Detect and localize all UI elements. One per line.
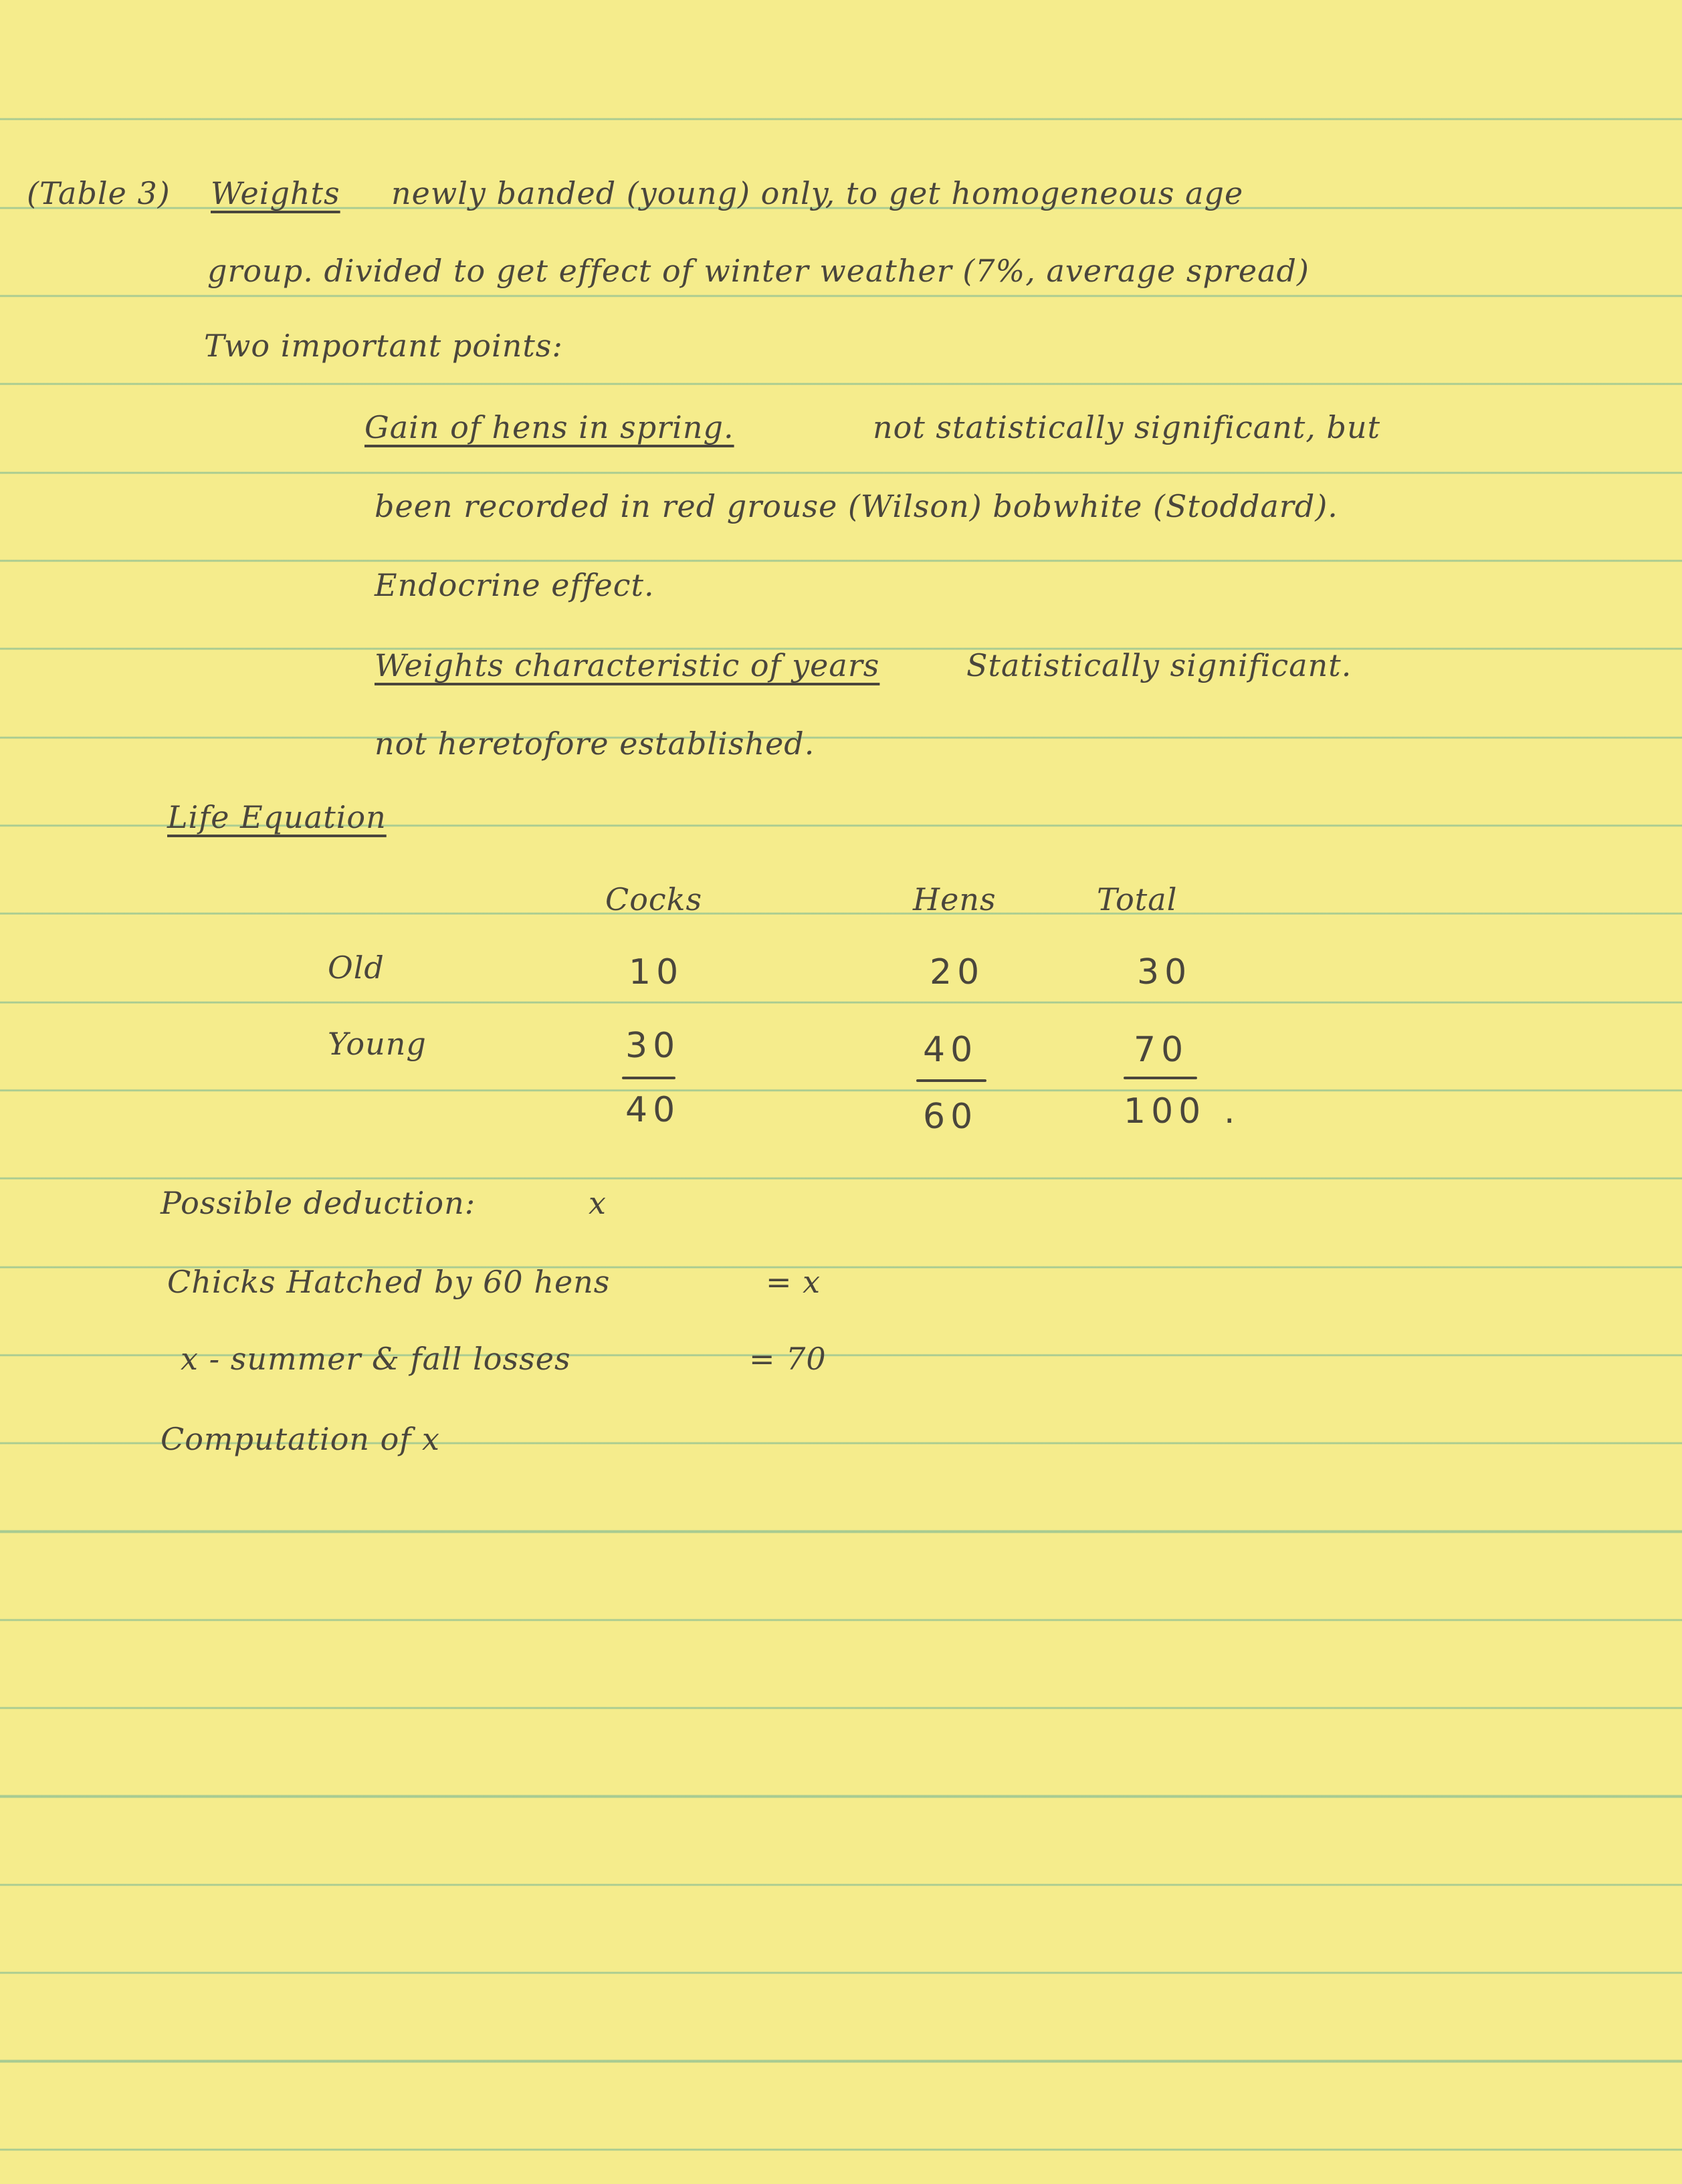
sum-rule-hens [916, 1079, 986, 1082]
point-2-line-2: not heretofore established. [375, 726, 815, 762]
column-header-cocks: Cocks [605, 881, 703, 917]
equation-1-left: Chicks Hatched by 60 hens [167, 1264, 611, 1300]
section-title-weights: Weights [211, 175, 340, 211]
total-hens: 60 [923, 1097, 978, 1137]
cell-young-cocks: 30 [625, 1026, 681, 1066]
life-equation-title: Life Equation [167, 799, 387, 835]
cell-old-cocks: 10 [629, 952, 684, 992]
point-2-title: Weights characteristic of years [375, 647, 880, 683]
cell-young-total: 70 [1134, 1030, 1189, 1070]
equation-2-left: x - summer & fall losses [181, 1341, 571, 1377]
sum-rule-total [1124, 1077, 1197, 1079]
cell-old-total: 30 [1137, 952, 1192, 992]
column-header-hens: Hens [913, 881, 996, 917]
total-all: 100 [1124, 1091, 1206, 1131]
table-ref: (Table 3) [27, 175, 171, 211]
point-1-title: Gain of hens in spring. [364, 409, 734, 445]
point-1-line-3: Endocrine effect. [375, 567, 655, 603]
row-label-young: Young [328, 1026, 427, 1062]
sum-rule-cocks [622, 1077, 675, 1079]
equation-1-right: = x [766, 1264, 821, 1300]
weights-line-1: newly banded (young) only, to get homogeneous age [391, 175, 1244, 211]
cell-young-hens: 40 [923, 1030, 978, 1070]
point-2-text: Statistically significant. [966, 647, 1352, 683]
column-header-total: Total [1097, 881, 1178, 917]
cell-old-hens: 20 [930, 952, 985, 992]
weights-line-2: group. divided to get effect of winter weather (7%, average spread) [207, 253, 1309, 289]
end-mark: . [1224, 1091, 1241, 1131]
point-1-line-2: been recorded in red grouse (Wilson) bobwhite (Stoddard). [375, 488, 1338, 524]
two-points-heading: Two important points: [204, 328, 563, 364]
equation-2-right: = 70 [749, 1341, 827, 1377]
deduction-label: Possible deduction: [161, 1185, 476, 1221]
deduction-var: x [589, 1185, 607, 1221]
row-label-old: Old [328, 950, 385, 986]
computation-line: Computation of x [161, 1421, 440, 1457]
point-1-text: not statistically significant, but [873, 409, 1381, 445]
total-cocks: 40 [625, 1090, 681, 1130]
